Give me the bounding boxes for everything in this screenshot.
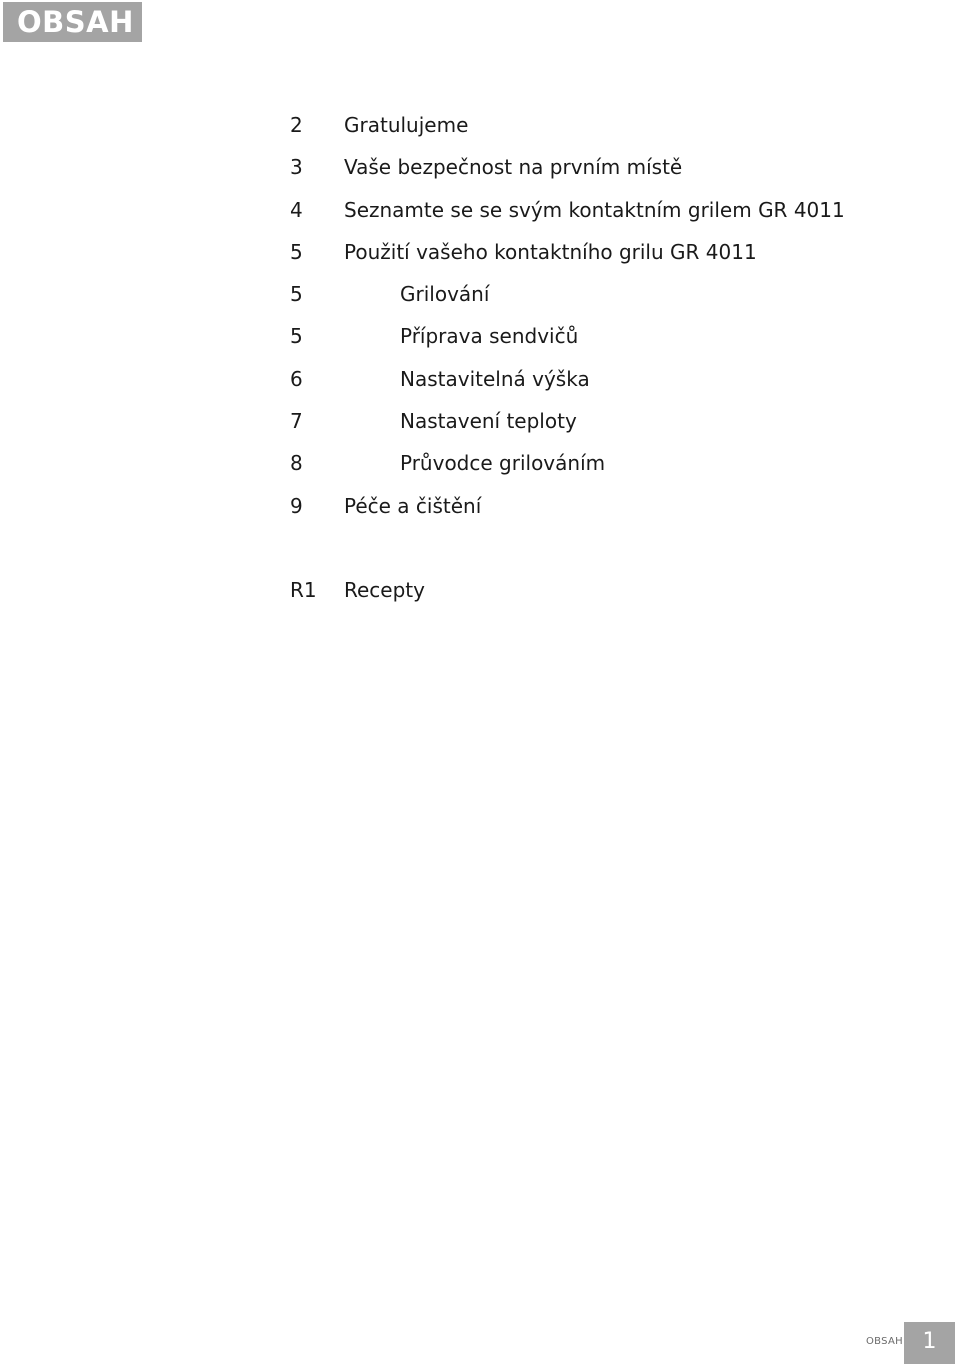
toc-entry[interactable] [290,146,910,188]
toc-page-number: 7 [290,409,303,434]
toc-entry[interactable] [290,485,910,527]
toc-page-number: 9 [290,493,303,518]
toc-page-number: 5 [290,324,303,349]
toc-title: Seznamte se se svým kontaktním grilem GR 4011 [344,197,845,222]
toc-title: Použití vašeho kontaktního grilu GR 4011 [344,239,757,264]
toc-page-number: 6 [290,366,303,391]
toc-subentry[interactable] [290,400,910,442]
toc-subentry[interactable] [290,442,910,484]
toc-title: Grilování [400,282,490,307]
toc-appendix-entry[interactable] [290,569,910,611]
toc-page-number: 5 [290,239,303,264]
section-header-tab: OBSAH [3,2,142,42]
toc-title: Vaše bezpečnost na prvním místě [344,155,683,180]
toc-page-number: 4 [290,197,303,222]
toc-entry[interactable] [290,104,910,146]
toc-entry[interactable] [290,231,910,273]
toc-title: Příprava sendvičů [400,324,579,349]
table-of-contents [290,104,910,611]
toc-title: Nastavení teploty [400,409,577,434]
toc-page-number: 8 [290,451,303,476]
toc-title: Nastavitelná výška [400,366,590,391]
toc-title: Gratulujeme [344,113,469,137]
toc-entry[interactable] [290,189,910,231]
toc-title: Péče a čištění [344,493,482,518]
toc-page-number: 3 [290,155,303,180]
toc-spacer [290,527,910,569]
toc-page-number: 2 [290,113,303,137]
toc-page-number: 5 [290,282,303,307]
toc-title: Recepty [344,577,425,602]
toc-subentry[interactable] [290,315,910,357]
page-number-box: 1 [904,1322,955,1364]
toc-subentry[interactable] [290,273,910,315]
toc-title: Průvodce grilováním [400,451,606,476]
toc-subentry[interactable] [290,358,910,400]
toc-page-number: R1 [290,577,317,602]
footer-section-label: OBSAH [866,1336,903,1347]
